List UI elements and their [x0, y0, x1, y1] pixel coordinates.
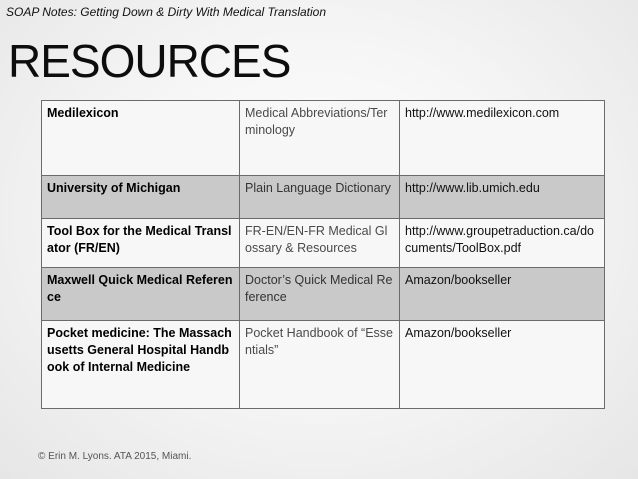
table-row: [42, 268, 605, 321]
resource-name-cell: University of Michigan: [42, 176, 240, 219]
resource-source-cell: http://www.lib.umich.edu: [400, 176, 605, 219]
resource-name-cell: Medilexicon: [42, 101, 240, 176]
resource-description-cell: Pocket Handbook of “Essentials”: [240, 321, 400, 409]
resource-source-cell: http://www.medilexicon.com: [400, 101, 605, 176]
table-row: [42, 176, 605, 219]
slide-caption: SOAP Notes: Getting Down & Dirty With Medical Translation: [6, 5, 327, 19]
copyright-footer: © Erin M. Lyons. ATA 2015, Miami.: [38, 451, 192, 462]
resources-table: [41, 100, 605, 409]
table-row: [42, 219, 605, 268]
resource-source-cell: Amazon/bookseller: [400, 321, 605, 409]
resource-name-cell: Tool Box for the Medical Translator (FR/EN): [42, 219, 240, 268]
resource-description-cell: Medical Abbreviations/Terminology: [240, 101, 400, 176]
slide-title: RESOURCES: [8, 35, 291, 87]
resource-description-cell: Doctor’s Quick Medical Reference: [240, 268, 400, 321]
resource-name-cell: Pocket medicine: The Massachusetts General Hospital Handbook of Internal Medicine: [42, 321, 240, 409]
resource-name-cell: Maxwell Quick Medical Reference: [42, 268, 240, 321]
resource-description-cell: FR-EN/EN-FR Medical Glossary & Resources: [240, 219, 400, 268]
resource-source-cell: Amazon/bookseller: [400, 268, 605, 321]
table-row: [42, 101, 605, 176]
resource-description-cell: Plain Language Dictionary: [240, 176, 400, 219]
table-row: [42, 321, 605, 409]
resource-source-cell: http://www.groupetraduction.ca/documents/ToolBox.pdf: [400, 219, 605, 268]
